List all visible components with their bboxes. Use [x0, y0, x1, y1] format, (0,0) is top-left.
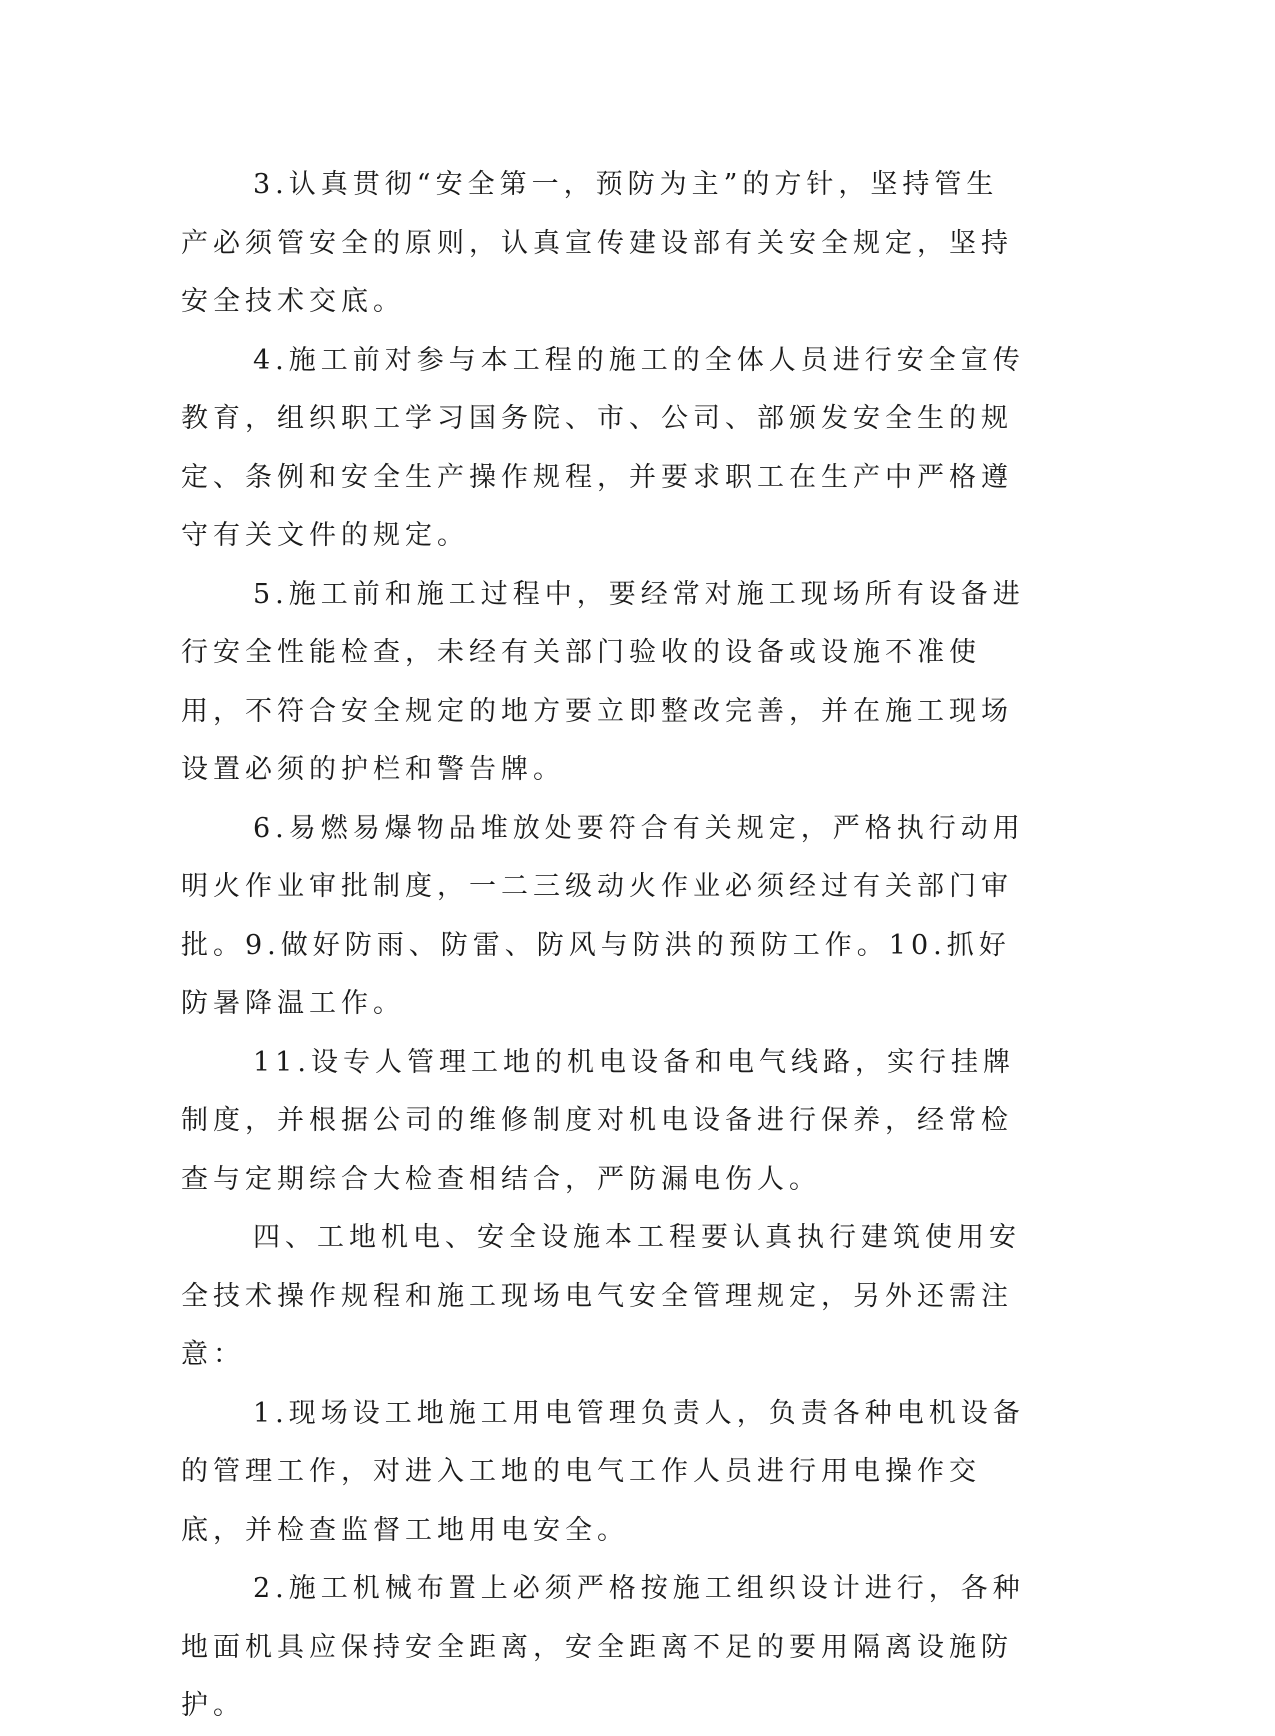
paragraph-machinery-layout: 2.施工机械布置上必须严格按施工组织设计进行，各种地面机具应保持安全距离，安全距离不足的要用隔离设施防护。	[181, 1573, 1025, 1721]
paragraph-safety-education: 4.施工前对参与本工程的施工的全体人员进行安全宣传教育，组织职工学习国务院、市、公司、部颁发安全生的规定、条例和安全生产操作规程，并要求职工在生产中严格遵守有关文件的规定。	[181, 344, 1025, 551]
document-body	[181, 156, 1029, 1736]
paragraph-flammable-materials: 6.易燃易爆物品堆放处要符合有关规定，严格执行动用明火作业审批制度，一二三级动火作业必须经过有关部门审批。9.做好防雨、防雷、防风与防洪的预防工作。10.抓好防暑降温工作。	[181, 812, 1025, 1019]
paragraph-power-management: 1.现场设工地施工用电管理负责人，负责各种电机设备的管理工作，对进入工地的电气工作人员进行用电操作交底，并检查监督工地用电安全。	[181, 1397, 1025, 1546]
paragraph-safety-policy: 3.认真贯彻“安全第一，预防为主”的方针，坚持管生产必须管安全的原则，认真宣传建设部有关安全规定，坚持安全技术交底。	[181, 169, 1013, 317]
paragraph-electrical-equipment: 11.设专人管理工地的机电设备和电气线路，实行挂牌制度，并根据公司的维修制度对机电设备进行保养，经常检查与定期综合大检查相结合，严防漏电伤人。	[181, 1046, 1015, 1195]
section-heading-site-safety-facilities: 四、工地机电、安全设施本工程要认真执行建筑使用安全技术操作规程和施工现场电气安全管理规定，另外还需注意：	[181, 1222, 1021, 1370]
paragraph-equipment-inspection: 5.施工前和施工过程中，要经常对施工现场所有设备进行安全性能检查，未经有关部门验收的设备或设施不准使用，不符合安全规定的地方要立即整改完善，并在施工现场设置必须的护栏和警告牌。	[181, 578, 1025, 785]
